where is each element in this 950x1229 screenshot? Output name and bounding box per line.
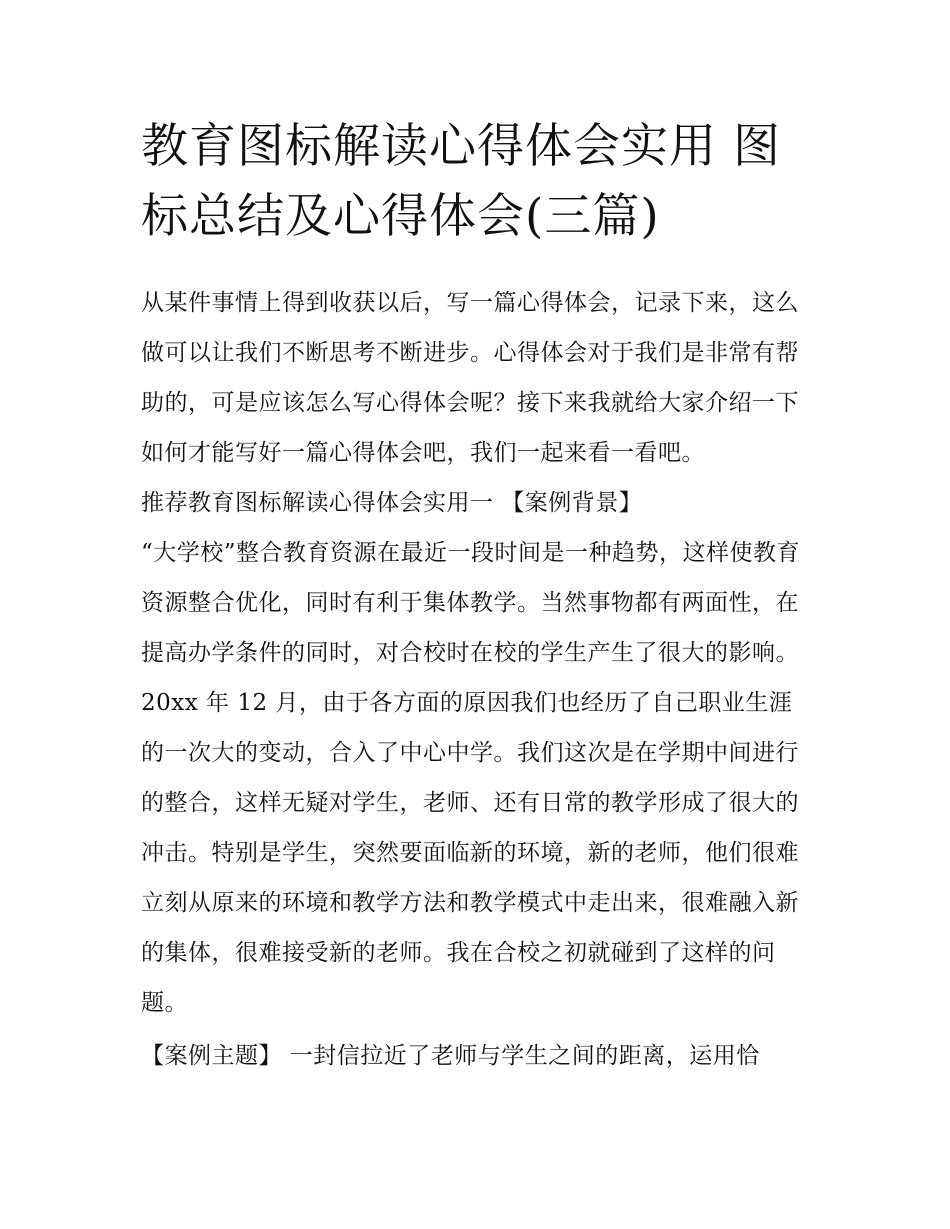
section-heading-paragraph: 推荐教育图标解读心得体会实用一 【案例背景】 <box>141 490 643 516</box>
document-title: 教育图标解读心得体会实用 图标总结及心得体会(三篇) <box>141 119 781 244</box>
intro-paragraph: 从某件事情上得到收获以后，写一篇心得体会，记录下来，这么做可以让我们不断思考不断进步。心得体会对于我们是非常有帮助的，可是应该怎么写心得体会呢？接下来我就给大家介绍一下如何才能写好一篇心得体会吧，我们一起来看一看吧。 <box>141 290 799 466</box>
document-body <box>141 278 813 1081</box>
background-paragraph: “大学校”整合教育资源在最近一段时间是一种趋势，这样使教育资源整合优化，同时有利于集体教学。当然事物都有两面性，在提高办学条件的同时，对合校时在校的学生产生了很大的影响。20xx 年 12 月，由于各方面的原因我们也经历了自己职业生涯的一次大的变动，合入了中心中学。我们这次是在学期中间进行的整合，这样无疑对学生，老师、还有日常的教学形成了很大的冲击。特别是学生，突然要面临新的环境，新的老师，他们很难立刻从原来的环境和教学方法和教学模式中走出来，很难融入新的集体，很难接受新的老师。我在合校之初就碰到了这样的问题。 <box>141 540 801 1016</box>
theme-paragraph: 【案例主题】 一封信拉近了老师与学生之间的距离，运用恰 <box>141 1043 760 1069</box>
